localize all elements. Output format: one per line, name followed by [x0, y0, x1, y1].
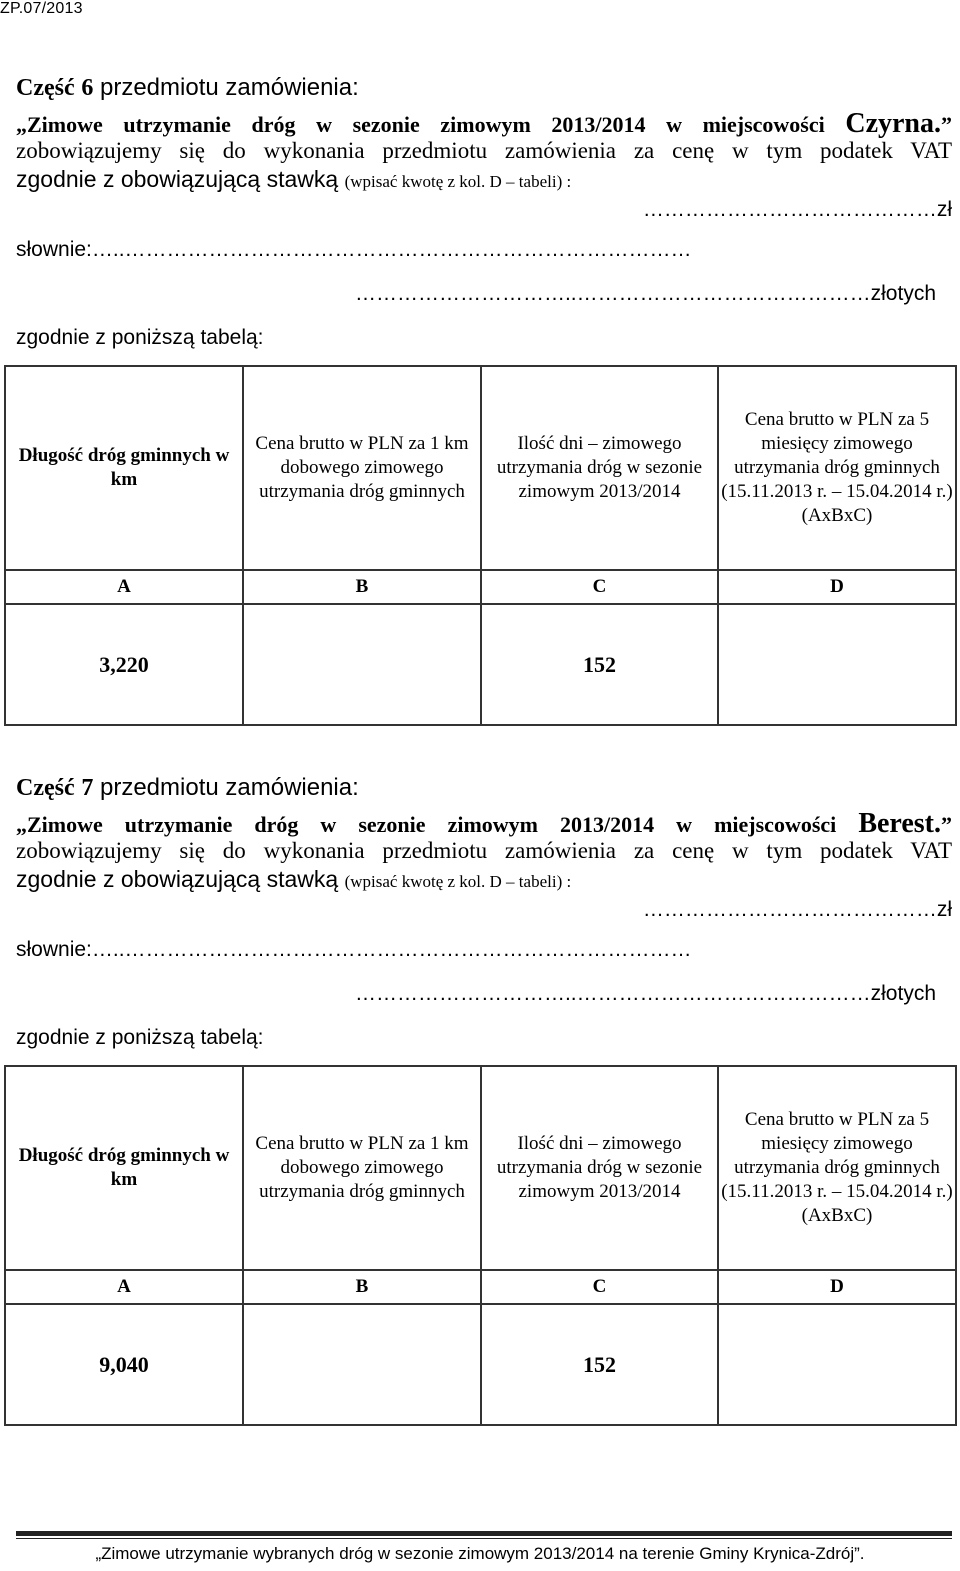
- header-length: Długość dróg gminnych w km: [5, 366, 243, 570]
- value-length: 3,220: [5, 604, 243, 725]
- table-intro: zgodnie z poniższą tabelą:: [16, 326, 264, 349]
- col-letter-b: B: [243, 1270, 481, 1304]
- header-price-per-km: Cena brutto w PLN za 1 km dobowego zimowego utrzymania dróg gminnych: [243, 1066, 481, 1270]
- document-code: ZP.07/2013: [0, 0, 83, 17]
- footer-divider: [16, 1531, 952, 1536]
- part-heading: [16, 74, 359, 102]
- part-heading: [16, 774, 359, 802]
- part-label: Część: [16, 75, 75, 101]
- value-total-price[interactable]: [718, 604, 956, 725]
- value-days: 152: [481, 604, 718, 725]
- commit-line: zobowiązujemy się do wykonania przedmiotu zamówienia za cenę w tym podatek VAT: [16, 838, 952, 863]
- amount-field[interactable]: ……………………………………zł: [642, 198, 952, 221]
- header-days: Ilość dni – zimowego utrzymania dróg w sezonie zimowym 2013/2014: [481, 1066, 718, 1270]
- col-letter-c: C: [481, 570, 718, 604]
- place-name: Berest.: [858, 808, 942, 839]
- rate-colon: :: [562, 172, 572, 191]
- title-close-quote: ”: [941, 812, 953, 837]
- header-length: Długość dróg gminnych w km: [5, 1066, 243, 1270]
- value-price-per-km[interactable]: [243, 1304, 481, 1425]
- rate-note: (wpisać kwotę z kol. D – tabeli): [344, 172, 563, 191]
- words-field[interactable]: słownie:…..………………………………………………………………………: [16, 938, 692, 961]
- rate-line: [16, 866, 571, 893]
- value-days: 152: [481, 1304, 718, 1425]
- rate-line: [16, 166, 571, 193]
- footer-divider-thin: [16, 1538, 952, 1539]
- col-letter-c: C: [481, 1270, 718, 1304]
- header-total-price: Cena brutto w PLN za 5 miesięcy zimowego utrzymania dróg gminnych (15.11.2013 r. – 15.04.2014 r.) (AxBxC): [718, 366, 956, 570]
- order-title: [16, 808, 952, 840]
- col-letter-d: D: [718, 1270, 956, 1304]
- part-suffix: przedmiotu zamówienia:: [99, 774, 359, 801]
- part-number: 7: [81, 775, 94, 801]
- price-table-part-7: [4, 1065, 957, 1426]
- place-name: Czyrna.: [845, 108, 942, 139]
- rate-note: (wpisać kwotę z kol. D – tabeli): [344, 872, 563, 891]
- commit-line: zobowiązujemy się do wykonania przedmiotu zamówienia za cenę w tym podatek VAT: [16, 138, 952, 163]
- value-price-per-km[interactable]: [243, 604, 481, 725]
- footer-text: „Zimowe utrzymanie wybranych dróg w sezonie zimowym 2013/2014 na terenie Gminy Krynica-Zdrój”.: [95, 1544, 865, 1563]
- value-length: 9,040: [5, 1304, 243, 1425]
- amount-field[interactable]: ……………………………………zł: [642, 898, 952, 921]
- words-continuation[interactable]: …………………………..……………………………………złotych: [354, 982, 936, 1005]
- col-letter-d: D: [718, 570, 956, 604]
- header-days: Ilość dni – zimowego utrzymania dróg w sezonie zimowym 2013/2014: [481, 366, 718, 570]
- rate-colon: :: [562, 872, 572, 891]
- title-close-quote: ”: [941, 112, 953, 137]
- col-letter-a: A: [5, 1270, 243, 1304]
- words-continuation[interactable]: …………………………..……………………………………złotych: [354, 282, 936, 305]
- part-suffix: przedmiotu zamówienia:: [99, 74, 359, 101]
- rate-text: zgodnie z obowiązującą stawką: [16, 166, 339, 192]
- title-text: „Zimowe utrzymanie dróg w sezonie zimowym 2013/2014 w miejscowości: [16, 812, 837, 837]
- header-price-per-km: Cena brutto w PLN za 1 km dobowego zimowego utrzymania dróg gminnych: [243, 366, 481, 570]
- col-letter-a: A: [5, 570, 243, 604]
- value-total-price[interactable]: [718, 1304, 956, 1425]
- header-total-price: Cena brutto w PLN za 5 miesięcy zimowego utrzymania dróg gminnych (15.11.2013 r. – 15.04.2014 r.) (AxBxC): [718, 1066, 956, 1270]
- part-label: Część: [16, 775, 75, 801]
- title-text: „Zimowe utrzymanie dróg w sezonie zimowym 2013/2014 w miejscowości: [16, 112, 825, 137]
- table-intro: zgodnie z poniższą tabelą:: [16, 1026, 264, 1049]
- part-7-section: [16, 772, 952, 1062]
- rate-text: zgodnie z obowiązującą stawką: [16, 866, 339, 892]
- words-field[interactable]: słownie:…..………………………………………………………………………: [16, 238, 692, 261]
- part-number: 6: [81, 75, 94, 101]
- col-letter-b: B: [243, 570, 481, 604]
- order-title: [16, 108, 952, 140]
- price-table-part-6: [4, 365, 957, 726]
